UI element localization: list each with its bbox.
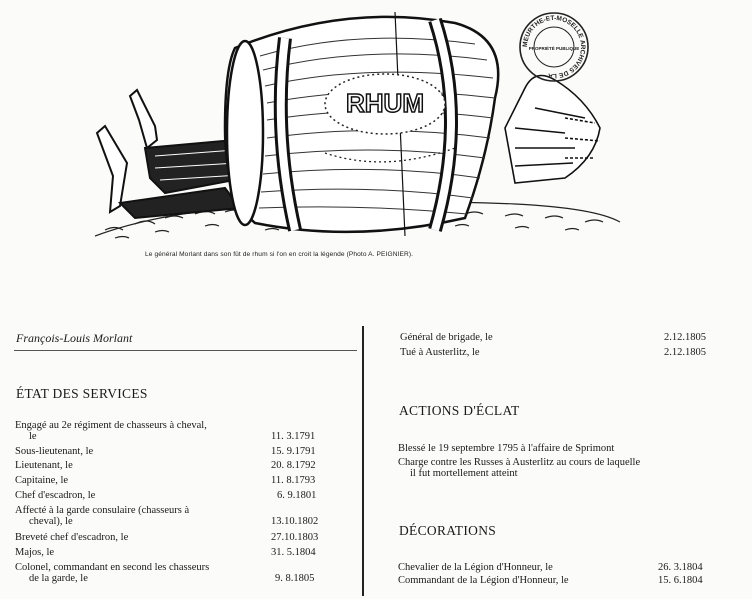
- arm-and-hand: [505, 76, 600, 184]
- service-row: [15, 506, 360, 528]
- service-date: 15. 9.1791: [271, 446, 316, 457]
- services-title: ÉTAT DES SERVICES: [16, 386, 148, 401]
- service-date: 27.10.1803: [271, 532, 319, 543]
- action-item-cont: il fut mortellement atteint: [410, 468, 518, 479]
- decoration-label: Chevalier de la Légion d'Honneur, le: [398, 562, 553, 573]
- service-date: 20. 8.1792: [271, 460, 316, 471]
- stamp-ring-text: MEURTHE-ET-MOSELLE ARCHIVES DE LA: [521, 14, 587, 80]
- action-item: Charge contre les Russes à Austerlitz au cours de laquelle: [398, 457, 641, 468]
- decoration-date: 15. 6.1804: [658, 575, 703, 586]
- archive-stamp: [517, 10, 591, 84]
- service-label: Engagé au 2e régiment de chasseurs à cheval,: [15, 420, 207, 431]
- action-item: Blessé le 19 septembre 1795 à l'affaire de Sprimont: [398, 443, 615, 454]
- service-label-cont: de la garde, le: [29, 573, 88, 584]
- service-date: 11. 3.1791: [271, 431, 316, 442]
- service-row: [15, 421, 360, 443]
- service-date: 31. 5.1804: [271, 547, 316, 558]
- service-label: Affecté à la garde consulaire (chasseurs à: [15, 505, 190, 516]
- decoration-label: Commandant de la Légion d'Honneur, le: [398, 575, 569, 586]
- name-underline: [14, 350, 357, 351]
- service-date: 9. 8.1805: [275, 573, 315, 584]
- service-label: Tué à Austerlitz, le: [400, 347, 480, 358]
- rum-barrel: [225, 12, 498, 236]
- service-label: Sous-lieutenant, le: [15, 446, 94, 457]
- person-name: François-Louis Morlant: [16, 331, 133, 345]
- service-label-cont: cheval), le: [29, 516, 73, 527]
- stamp-center-text: PROPRIÉTÉ PUBLIQUE: [528, 46, 580, 51]
- service-label: Colonel, commandant en second les chasseurs: [15, 562, 210, 573]
- service-label: Lieutenant, le: [15, 460, 73, 471]
- service-date: 2.12.1805: [664, 347, 706, 358]
- decorations-title: DÉCORATIONS: [399, 523, 497, 538]
- service-date: 2.12.1805: [664, 332, 706, 343]
- service-label-cont: le: [29, 431, 37, 442]
- actions-title: ACTIONS D'ÉCLAT: [399, 403, 520, 418]
- service-date: 6. 9.1801: [277, 490, 317, 501]
- service-date: 11. 8.1793: [271, 475, 316, 486]
- service-date: 13.10.1802: [271, 516, 319, 527]
- service-label: Breveté chef d'escadron, le: [15, 532, 129, 543]
- column-divider: [362, 326, 364, 596]
- decoration-date: 26. 3.1804: [658, 562, 703, 573]
- barrel-label: RHUM: [346, 88, 424, 118]
- service-label: Chef d'escadron, le: [15, 490, 96, 501]
- service-label: Général de brigade, le: [400, 332, 493, 343]
- service-label: Majos, le: [15, 547, 55, 558]
- service-label: Capitaine, le: [15, 475, 69, 486]
- figure-caption: Le général Morlant dans son fût de rhum si l'on en croit la légende (Photo A. PEIGNIER).: [145, 251, 414, 258]
- legs-and-boots: [97, 90, 245, 218]
- service-row: [15, 563, 360, 585]
